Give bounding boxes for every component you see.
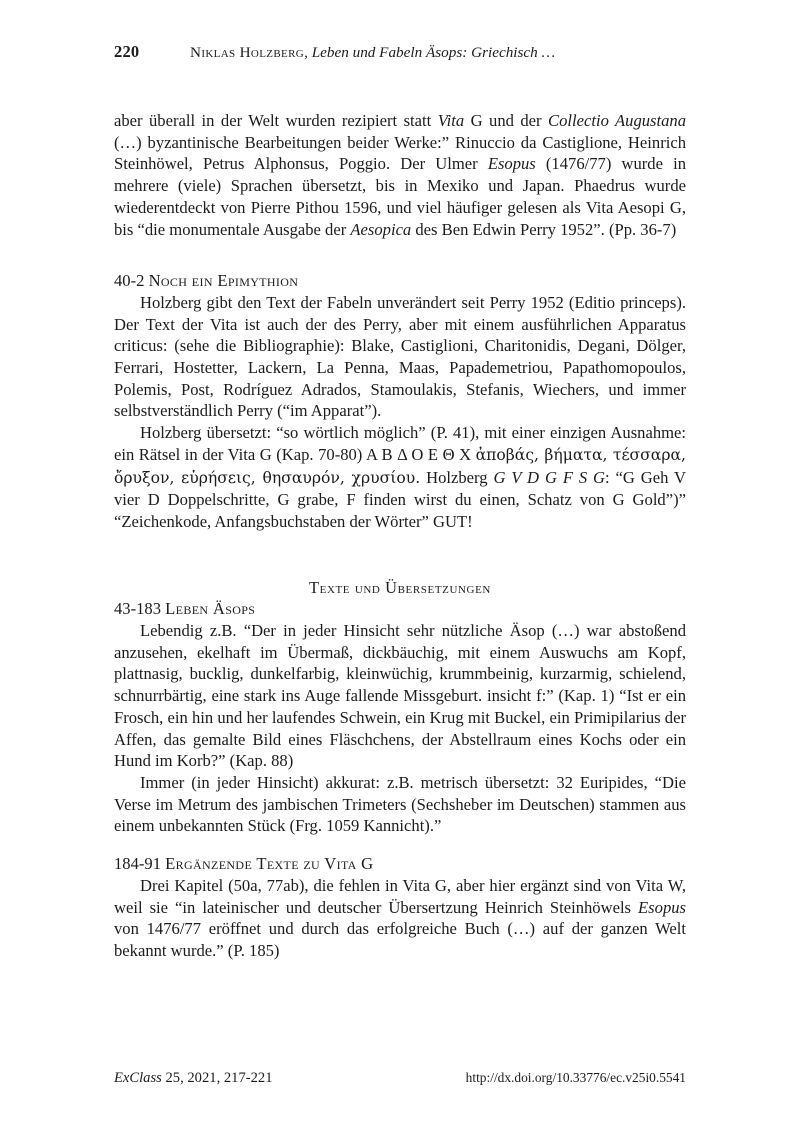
paragraph-uebersetzt: [114, 422, 686, 533]
paragraph-intro: [114, 110, 686, 240]
section-number: 184-91: [114, 854, 166, 874]
spacer: [114, 240, 686, 270]
section-title: Noch ein Epimythion: [148, 271, 299, 291]
paragraph-drei-seg1: Drei Kapitel (50a, 77ab), die fehlen in Vita G, aber hier ergänzt sind von Vita W, weil sie “in lateinischer und deutscher Übersertzung Heinrich Steinhöwels: [114, 875, 686, 917]
page-footer: [114, 1070, 686, 1087]
text-column: [114, 110, 686, 962]
paragraph-immer: Immer (in jeder Hinsicht) akkurat: z.B. metrisch übersetzt: 32 Euripides, “Die Verse im Metrum des jambischen Trimeters (Sechsheber im Deutschen) stammen aus einem unbekannten Stück (Frg. 1059 Kannicht).”: [114, 772, 686, 836]
running-header-author: Niklas Holzberg: [190, 44, 305, 61]
paragraph-intro-seg5: des Ben Edwin Perry 1952”. (Pp. 36-7): [411, 219, 677, 239]
paragraph-holzberg-text: Holzberg gibt den Text der Fabeln unverändert seit Perry 1952 (Editio princeps). Der Text der Vita ist auch der des Perry, aber mit einem ausführlichen Apparatus criticus: (sehe die Bibliographie): Blake, Castiglioni, Charitonidis, Degani, Dölger, Ferrari, Hostetter, Lackern, La Penna, Maas, Papademetriou, Papathomopoulos, Polemis, Post, Rodríguez Adrados, Stamoulakis, Stefanis, Wiechers, und immer selbstverständlich Perry (“im Apparat”).: [114, 292, 686, 421]
section-number: 43-183: [114, 599, 166, 619]
title-collectio-augustana: Collectio Augustana: [548, 111, 687, 130]
title-esopus-2: Esopus: [638, 897, 686, 917]
running-header-separator: ,: [304, 44, 312, 61]
doi-link[interactable]: http://dx.doi.org/10.33776/ec.v25i0.5541: [465, 1070, 686, 1085]
paragraph-uebersetzt-seg1: Holzberg übersetzt: “so wörtlich möglich” (P. 41), mit einer einzigen Ausnahme: ein Rätsel in der Vita G (Kap. 70-80) A B Δ O E Θ X: [114, 423, 686, 464]
title-esopus: Esopus: [487, 154, 536, 174]
footer-citation: [114, 1070, 273, 1087]
citation-details: 25, 2021, 217-221: [161, 1070, 273, 1086]
paragraph-lebendig: Lebendig z.B. “Der in jeder Hinsicht sehr nützliche Äsop (…) war abstoßend anzusehen, ekelhaft im Übermaß, dickbäuchig, mit einem Auswuchs am Kopf, plattnasig, bucklig, dunkelfarbig, kleinwüchig, krummbeinig, kurzarmig, schielend, schnurrbärtig, eine stark ins Auge fallende Missgeburt. insicht f:” (Kap. 1) “Ist er ein Frosch, ein hin und her laufendes Schwein, ein Krug mit Buckel, ein Primipilarius der Affen, das gemalte Bild eines Fläschchens, der Abstellraum eines Kochs oder ein Hund im Korb?” (Kap. 88): [114, 621, 686, 771]
section-heading-43-183: [114, 598, 686, 620]
title-vita: Vita: [437, 111, 465, 130]
paragraph-drei-kapitel: [114, 875, 686, 962]
running-header-title: Leben und Fabeln Äsops: Griechisch …: [311, 44, 556, 61]
paragraph-intro-seg3: (…) byzantinische Bearbeitungen beider Werke:” Rinuccio da Castiglione, Heinrich Steinhöwel, Petrus Alphonsus, Poggio. Der Ulmer: [114, 132, 686, 174]
paragraph-intro-seg4: (1476/77) wurde in mehrere (viele) Sprachen übersetzt, bis in Mexiko und Japan. Phaedrus wurde wiederentdeckt von Pierre Pithou 1596, und viel häufiger gelesen als Vita Aesopi G, bis “die monumentale Ausgabe der: [114, 154, 687, 239]
section-number: 40-2: [114, 271, 149, 291]
section-heading-40-2: [114, 270, 686, 292]
paragraph-intro-seg1: aber überall in der Welt wurden rezipiert statt: [114, 111, 438, 130]
section-heading-184-91: [114, 853, 686, 875]
centered-heading-texte: Texte und Übersetzungen: [309, 577, 491, 597]
paragraph-drei-seg2: von 1476/77 eröffnet und durch das erfolgreiche Buch (…) auf der ganzen Welt bekannt wurde.” (P. 185): [114, 919, 686, 960]
spacer: [114, 837, 686, 853]
page-number: 220: [114, 42, 140, 61]
section-title: Ergänzende Texte zu Vita G: [165, 854, 374, 874]
running-header: [114, 42, 686, 62]
greek-riddle-text: ἀποβάς, βήματα, τέσσαρα, ὄρυξον, εὑρήσεις, θησαυρόν, χρυσίου.: [114, 445, 686, 487]
sigla-letters: G V D G F S G: [493, 467, 606, 487]
section-title: Leben Äsops: [165, 599, 256, 619]
spacer: [114, 533, 686, 577]
running-header-text: [190, 44, 555, 62]
paragraph-uebersetzt-seg3: : “G Geh V vier D Doppelschritte, G grabe, F finden wirst du einen, Schatz von G Gold”)” “Zeichenkode, Anfangsbuchstaben der Wörter” GUT!: [114, 467, 687, 531]
paragraph-intro-seg2: G und der: [464, 111, 549, 130]
paragraph-uebersetzt-seg2: Holzberg: [420, 467, 494, 487]
title-aesopica: Aesopica: [350, 219, 412, 239]
journal-name: ExClass: [114, 1070, 162, 1086]
